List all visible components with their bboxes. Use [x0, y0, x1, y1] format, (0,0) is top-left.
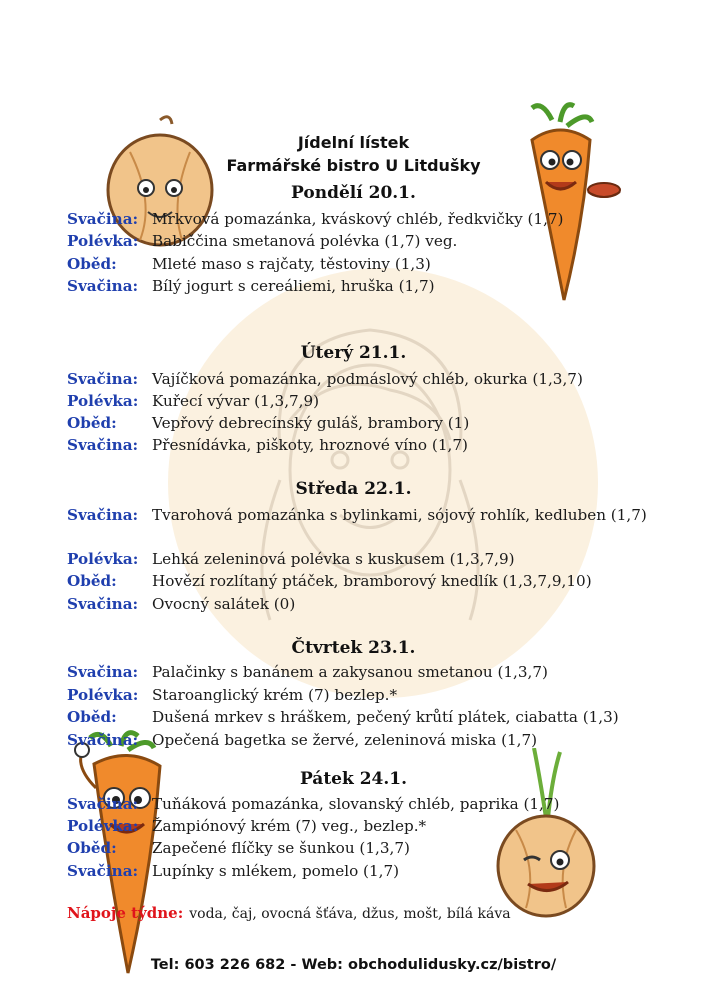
meal-label: Svačina:	[67, 277, 139, 295]
meal-label: Svačina:	[67, 595, 139, 613]
meal-label: Oběd:	[67, 708, 117, 726]
meal-text: Bílý jogurt s cereáliemi, hruška (1,7)	[152, 277, 435, 295]
bistro-name: Farmářské bistro U Litdušky	[226, 156, 481, 175]
day-title-monday: Pondělí 20.1.	[291, 183, 416, 203]
meal-label: Svačina:	[67, 862, 139, 880]
meal-label: Polévka:	[67, 817, 139, 835]
drinks-label: Nápoje týdne:	[67, 904, 184, 922]
meal-label: Svačina:	[67, 436, 139, 454]
meal-text: Kuřecí vývar (1,3,7,9)	[152, 392, 320, 410]
meal-text: Dušená mrkev s hráškem, pečený krůtí plátek, ciabatta (1,3)	[152, 708, 619, 726]
meal-text: Zapečené flíčky se šunkou (1,3,7)	[152, 839, 410, 857]
drinks-of-week	[67, 904, 511, 922]
meal-label: Polévka:	[67, 392, 139, 410]
meal-label: Oběd:	[67, 839, 117, 857]
meal-text: Tvarohová pomazánka s bylinkami, sójový rohlík, kedluben (1,7)	[152, 506, 647, 524]
meal-label: Oběd:	[67, 414, 117, 432]
meal-label: Polévka:	[67, 232, 139, 250]
meal-label: Svačina:	[67, 795, 139, 813]
day-title-tuesday: Úterý 21.1.	[300, 343, 407, 363]
menu-title: Jídelní lístek	[297, 133, 410, 152]
day-title-friday: Pátek 24.1.	[299, 769, 408, 789]
meal-text: Tuňáková pomazánka, slovanský chléb, paprika (1,7)	[152, 795, 560, 813]
meal-label: Svačina:	[67, 663, 139, 681]
meal-label: Polévka:	[67, 686, 139, 704]
meal-text: Babiččina smetanová polévka (1,7) veg.	[152, 232, 458, 250]
meal-label: Svačina:	[67, 731, 139, 749]
meal-text: Staroanglický krém (7) bezlep.*	[152, 686, 398, 704]
day-title-wednesday: Středa 22.1.	[295, 479, 412, 499]
meal-text: Přesnídávka, piškoty, hroznové víno (1,7)	[152, 436, 468, 454]
meal-text: Palačinky s banánem a zakysanou smetanou (1,3,7)	[152, 663, 548, 681]
meal-text: Hovězí rozlítaný ptáček, bramborový knedlík (1,3,7,9,10)	[152, 572, 592, 590]
meal-text: Vajíčková pomazánka, podmáslový chléb, okurka (1,3,7)	[152, 370, 583, 388]
meal-text: Mleté maso s rajčaty, těstoviny (1,3)	[152, 255, 431, 273]
meal-label: Svačina:	[67, 506, 139, 524]
meal-label: Svačina:	[67, 370, 139, 388]
meal-label: Oběd:	[67, 572, 117, 590]
contact-footer: Tel: 603 226 682 - Web: obchodulidusky.cz/bistro/	[150, 957, 557, 973]
day-title-thursday: Čtvrtek 23.1.	[291, 638, 416, 658]
meal-label: Svačina:	[67, 210, 139, 228]
meal-text: Ovocný salátek (0)	[152, 595, 296, 613]
meal-text: Vepřový debrecínský guláš, brambory (1)	[152, 414, 470, 432]
meal-text: Lupínky s mlékem, pomelo (1,7)	[152, 862, 400, 880]
drinks-text: voda, čaj, ovocná šťáva, džus, mošt, bílá káva	[189, 906, 511, 922]
meal-label: Oběd:	[67, 255, 117, 273]
meal-text: Žampiónový krém (7) veg., bezlep.*	[152, 817, 427, 835]
meal-text: Mrkvová pomazánka, kváskový chléb, ředkvičky (1,7)	[152, 210, 564, 228]
meal-text: Lehká zeleninová polévka s kuskusem (1,3,7,9)	[152, 550, 515, 568]
meal-text: Opečená bagetka se žervé, zeleninová miska (1,7)	[152, 731, 538, 749]
meal-label: Polévka:	[67, 550, 139, 568]
